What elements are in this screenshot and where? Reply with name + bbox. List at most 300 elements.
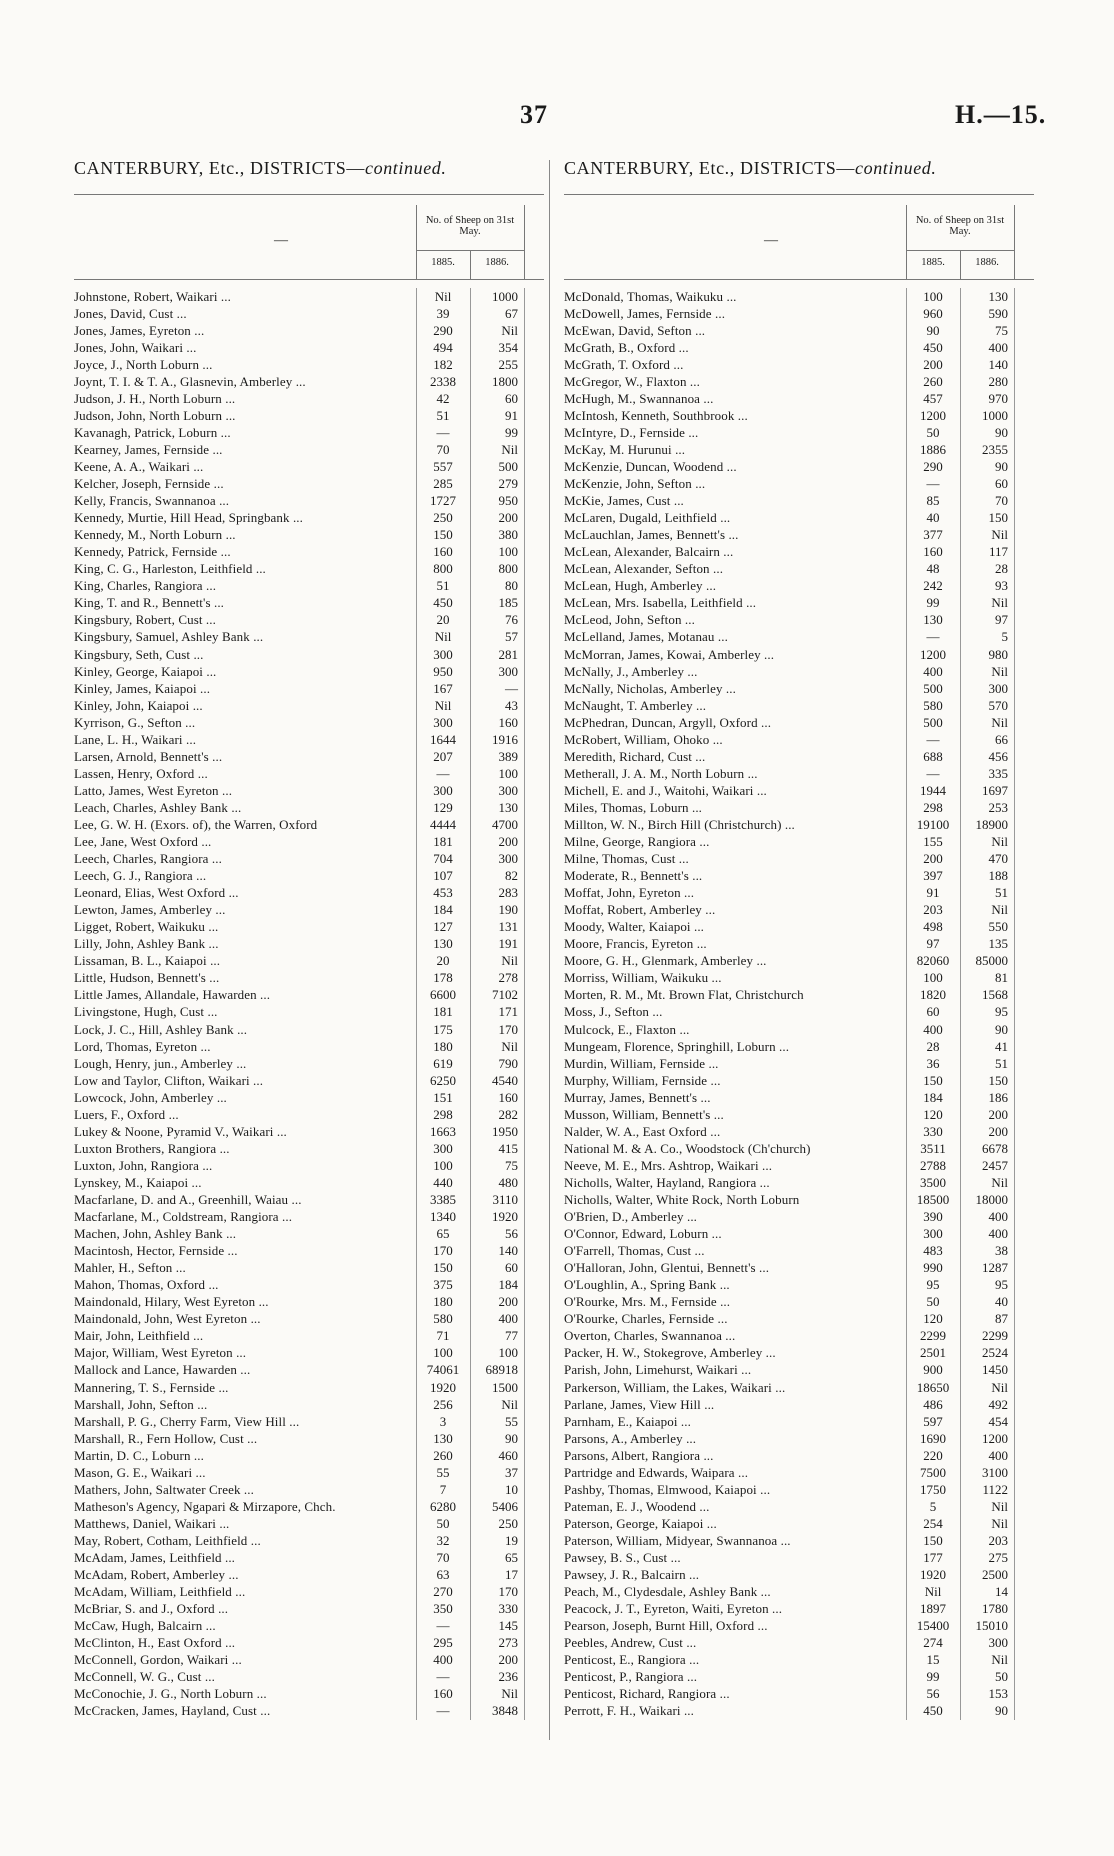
sheep-1885: 85 — [926, 493, 940, 509]
table-row — [74, 953, 544, 970]
table-row — [564, 1260, 1034, 1277]
table-row — [74, 458, 544, 475]
table-row — [564, 714, 1034, 731]
sheep-1886: 2524 — [982, 1345, 1008, 1361]
table-row — [564, 1686, 1034, 1703]
owner-name: McKenzie, Duncan, Woodend ... — [564, 458, 737, 474]
owner-name: May, Robert, Cotham, Leithfield ... — [74, 1532, 261, 1548]
sheep-1886: 200 — [988, 1106, 1008, 1122]
sheep-1886: 1200 — [982, 1430, 1008, 1446]
owner-name: Leech, Charles, Rangiora ... — [74, 851, 222, 867]
sheep-1886: 57 — [505, 629, 518, 645]
table-row — [564, 902, 1034, 919]
owner-name: McNaught, T. Amberley ... — [564, 697, 707, 713]
sheep-1886: 200 — [498, 1652, 518, 1668]
right-table-header — [564, 194, 1034, 280]
sheep-1886: 51 — [995, 885, 1008, 901]
table-row — [564, 1703, 1034, 1720]
table-row — [74, 1294, 544, 1311]
sheep-1885: 298 — [923, 799, 943, 815]
owner-name: McLauchlan, James, Bennett's ... — [564, 527, 739, 543]
table-row — [74, 1669, 544, 1686]
sheep-1886: 950 — [498, 493, 518, 509]
sheep-1886: 100 — [498, 765, 518, 781]
sheep-1885: 1920 — [430, 1379, 456, 1395]
owner-name: McConnell, W. G., Cust ... — [74, 1669, 215, 1685]
sheep-1885: 160 — [433, 544, 453, 560]
table-row — [564, 868, 1034, 885]
owner-name: Luxton, John, Rangiora ... — [74, 1157, 213, 1173]
sheep-1885: 450 — [433, 595, 453, 611]
table-row — [74, 356, 544, 373]
sheep-1886: 400 — [988, 1447, 1008, 1463]
owner-name: Paterson, William, Midyear, Swannanoa ... — [564, 1532, 791, 1548]
sheep-1886: 93 — [995, 578, 1008, 594]
sheep-1886: 281 — [498, 646, 518, 662]
table-row — [74, 1515, 544, 1532]
sheep-1886: 5406 — [492, 1498, 518, 1514]
sheep-1885: 177 — [923, 1549, 943, 1565]
owner-name: Major, William, West Eyreton ... — [74, 1345, 247, 1361]
sheep-1885: 400 — [923, 1021, 943, 1037]
sheep-1886: Nil — [501, 441, 518, 457]
sheep-1886: 300 — [498, 663, 518, 679]
table-row — [564, 1584, 1034, 1601]
owner-name: Lewton, James, Amberley ... — [74, 902, 226, 918]
owner-name: Judson, John, North Loburn ... — [74, 407, 236, 423]
sheep-1886: Nil — [991, 902, 1008, 918]
sheep-1886: 1287 — [982, 1260, 1008, 1276]
sheep-1886: Nil — [991, 527, 1008, 543]
sheep-1886: Nil — [991, 1379, 1008, 1395]
sheep-1886: 150 — [988, 1072, 1008, 1088]
table-row — [564, 1345, 1034, 1362]
table-row — [74, 1089, 544, 1106]
owner-name: Lynskey, M., Kaiapoi ... — [74, 1174, 202, 1190]
table-row — [74, 1362, 544, 1379]
table-row — [564, 970, 1034, 987]
sheep-1885: 90 — [926, 322, 940, 338]
owner-name: Parnham, E., Kaiapoi ... — [564, 1413, 691, 1429]
sheep-1886: 95 — [995, 1277, 1008, 1293]
owner-name: Nicholls, Walter, Hayland, Rangiora ... — [564, 1174, 770, 1190]
sheep-1885: 180 — [433, 1038, 453, 1054]
owner-name: Murray, James, Bennett's ... — [564, 1089, 711, 1105]
owner-name: McKay, M. Hurunui ... — [564, 441, 686, 457]
sheep-1886: 3100 — [982, 1464, 1008, 1480]
sheep-1885: 688 — [923, 748, 943, 764]
sheep-1886: 330 — [498, 1601, 518, 1617]
owner-name: Penticost, E., Rangiora ... — [564, 1652, 700, 1668]
table-row — [564, 816, 1034, 833]
table-row — [564, 1038, 1034, 1055]
sheep-1886: 90 — [995, 424, 1008, 440]
sheep-1885: 5 — [929, 1498, 937, 1514]
owner-name: McLaren, Dugald, Leithfield ... — [564, 510, 731, 526]
owner-name: Jones, James, Eyreton ... — [74, 322, 205, 338]
sheep-1886: 2500 — [982, 1567, 1008, 1583]
sheep-1885: 127 — [433, 919, 453, 935]
sheep-1885: 285 — [433, 476, 453, 492]
sheep-1885: 160 — [433, 1686, 453, 1702]
sheep-1885: 181 — [433, 1004, 453, 1020]
sheep-1886: 140 — [988, 356, 1008, 372]
owner-name: Kingsbury, Robert, Cust ... — [74, 612, 216, 628]
sheep-1886: 1122 — [982, 1481, 1008, 1497]
table-row — [74, 919, 544, 936]
sheep-1885: 42 — [436, 390, 450, 406]
sheep-1886: Nil — [991, 595, 1008, 611]
owner-name: McNally, J., Amberley ... — [564, 663, 698, 679]
sheep-1885: 2501 — [920, 1345, 946, 1361]
sheep-1886: 1568 — [982, 987, 1008, 1003]
sheep-1886: 41 — [995, 1038, 1008, 1054]
sheep-1885: 290 — [433, 322, 453, 338]
owner-name: McGregor, W., Flaxton ... — [564, 373, 700, 389]
table-row — [564, 1277, 1034, 1294]
sheep-1885: 450 — [923, 1703, 943, 1719]
right-title-continued: continued. — [855, 158, 937, 178]
sheep-1885: 494 — [433, 339, 453, 355]
sheep-1886: 171 — [498, 1004, 518, 1020]
sheep-1886: 800 — [498, 561, 518, 577]
table-row — [564, 356, 1034, 373]
sheep-1886: 160 — [498, 1089, 518, 1105]
sheep-1885: 580 — [923, 697, 943, 713]
sheep-1886: 1450 — [982, 1362, 1008, 1378]
sheep-1886: 28 — [995, 561, 1008, 577]
right-title-main: CANTERBURY, Etc., DISTRICTS— — [564, 158, 855, 178]
table-row — [74, 1413, 544, 1430]
table-row — [74, 1038, 544, 1055]
sheep-1886: 70 — [995, 493, 1008, 509]
owner-name: Murdin, William, Fernside ... — [564, 1055, 719, 1071]
sheep-1885: Nil — [434, 697, 452, 713]
sheep-1885: 1663 — [430, 1123, 456, 1139]
owner-name: McEwan, David, Sefton ... — [564, 322, 706, 338]
left-table-body — [74, 288, 544, 1720]
owner-name: McPhedran, Duncan, Argyll, Oxford ... — [564, 714, 772, 730]
sheep-1886: 190 — [498, 902, 518, 918]
sheep-1885: 300 — [433, 714, 453, 730]
sheep-1885: 254 — [923, 1515, 943, 1531]
table-row — [564, 373, 1034, 390]
sheep-1886: 40 — [995, 1294, 1008, 1310]
table-row — [74, 1430, 544, 1447]
table-row — [74, 1277, 544, 1294]
owner-name: McConochie, J. G., North Loburn ... — [74, 1686, 267, 1702]
sheep-1885: 32 — [436, 1532, 450, 1548]
sheep-1886: 203 — [988, 1532, 1008, 1548]
sheep-1885: 71 — [436, 1328, 450, 1344]
table-row — [564, 595, 1034, 612]
owner-name: Penticost, P., Rangiora ... — [564, 1669, 698, 1685]
sheep-1886: 14 — [995, 1584, 1008, 1600]
sheep-1886: 400 — [988, 1226, 1008, 1242]
sheep-1885: 440 — [433, 1174, 453, 1190]
owner-name: Lee, G. W. H. (Exors. of), the Warren, Oxford — [74, 816, 318, 832]
table-row — [564, 1209, 1034, 1226]
sheep-1886: — — [505, 680, 518, 696]
left-table-header — [74, 194, 544, 280]
sheep-1886: Nil — [501, 953, 518, 969]
table-row — [74, 799, 544, 816]
sheep-1885: 900 — [923, 1362, 943, 1378]
sheep-1886: 135 — [988, 936, 1008, 952]
left-title-continued: continued. — [365, 158, 447, 178]
table-row — [564, 322, 1034, 339]
sheep-1886: 60 — [505, 390, 518, 406]
owner-name: Lord, Thomas, Eyreton ... — [74, 1038, 211, 1054]
sheep-1886: 18000 — [975, 1192, 1008, 1207]
owner-name: Judson, J. H., North Loburn ... — [74, 390, 236, 406]
table-row — [564, 953, 1034, 970]
table-row — [564, 1328, 1034, 1345]
sheep-1885: — — [436, 1618, 450, 1634]
owner-name: Lassen, Henry, Oxford ... — [74, 765, 208, 781]
table-row — [564, 1174, 1034, 1191]
table-row — [564, 1123, 1034, 1140]
sheep-1885: 6250 — [430, 1072, 456, 1088]
owner-name: Pateman, E. J., Woodend ... — [564, 1498, 710, 1514]
table-row — [564, 1532, 1034, 1549]
sheep-1886: 3110 — [492, 1192, 518, 1207]
table-row — [74, 1447, 544, 1464]
table-row — [564, 697, 1034, 714]
sheep-1886: 415 — [498, 1140, 518, 1156]
table-row — [564, 1294, 1034, 1311]
sheep-1886: Nil — [991, 1174, 1008, 1190]
table-row — [564, 424, 1034, 441]
sheep-1885: 167 — [433, 680, 453, 696]
sheep-1885: 97 — [926, 936, 940, 952]
sheep-1886: 80 — [505, 578, 518, 594]
table-row — [564, 1362, 1034, 1379]
sheep-1886: 160 — [498, 714, 518, 730]
sheep-1885: 2338 — [430, 373, 456, 389]
sheep-1885: 483 — [923, 1243, 943, 1259]
sheep-1886: 100 — [498, 544, 518, 560]
table-row — [74, 1123, 544, 1140]
sheep-1885: 20 — [436, 953, 450, 969]
sheep-1885: 175 — [433, 1021, 453, 1037]
owner-name: Mahler, H., Sefton ... — [74, 1260, 186, 1276]
table-row — [564, 1055, 1034, 1072]
sheep-1885: 375 — [433, 1277, 453, 1293]
table-row — [564, 1447, 1034, 1464]
owner-name: Macfarlane, D. and A., Greenhill, Waiau ... — [74, 1192, 302, 1207]
sheep-1886: 15010 — [975, 1618, 1008, 1634]
sheep-1885: 7 — [439, 1481, 447, 1497]
sheep-1886: 90 — [995, 1021, 1008, 1037]
sheep-1885: 180 — [433, 1294, 453, 1310]
sheep-1886: 100 — [498, 1345, 518, 1361]
sheep-1886: 117 — [988, 544, 1008, 560]
owner-name: Joyce, J., North Loburn ... — [74, 356, 213, 372]
owner-name: Nicholls, Walter, White Rock, North Loburn — [564, 1192, 800, 1207]
table-row — [564, 851, 1034, 868]
sheep-1885: 82060 — [916, 953, 950, 969]
sheep-1885: 15 — [926, 1652, 940, 1668]
sheep-1886: 300 — [498, 782, 518, 798]
table-row — [564, 1243, 1034, 1260]
owner-name: Lee, Jane, West Oxford ... — [74, 834, 212, 850]
owner-name: Macfarlane, M., Coldstream, Rangiora ... — [74, 1209, 293, 1225]
sheep-1886: 130 — [498, 799, 518, 815]
sheep-1885: 256 — [433, 1396, 453, 1412]
owner-name: Matheson's Agency, Ngapari & Mirzapore, Chch. — [74, 1498, 336, 1514]
owner-name: Kennedy, Murtie, Hill Head, Springbank ... — [74, 510, 304, 526]
table-row — [74, 1464, 544, 1481]
owner-name: Joynt, T. I. & T. A., Glasnevin, Amberley ... — [74, 373, 306, 389]
sheep-1886: 250 — [498, 1515, 518, 1531]
table-row — [74, 1396, 544, 1413]
sheep-1885: 50 — [926, 1294, 940, 1310]
sheep-1886: 790 — [498, 1055, 518, 1071]
table-row — [74, 1532, 544, 1549]
table-row — [564, 441, 1034, 458]
sheep-1886: 4700 — [492, 816, 518, 832]
sheep-1885: — — [436, 765, 450, 781]
sheep-1886: 480 — [498, 1174, 518, 1190]
table-row — [564, 799, 1034, 816]
owner-name: Partridge and Edwards, Waipara ... — [564, 1464, 749, 1480]
sheep-1885: 1886 — [920, 441, 946, 457]
table-row — [564, 1618, 1034, 1635]
owner-name: Murphy, William, Fernside ... — [564, 1072, 721, 1088]
sheep-1886: 85000 — [975, 953, 1008, 969]
owner-name: O'Farrell, Thomas, Cust ... — [564, 1243, 705, 1259]
owner-name: Mair, John, Leithfield ... — [74, 1328, 204, 1344]
sheep-1885: 3385 — [430, 1192, 456, 1207]
sheep-1886: 1500 — [492, 1379, 518, 1395]
sheep-1885: 6280 — [430, 1498, 456, 1514]
table-row — [564, 458, 1034, 475]
sheep-1886: 1000 — [982, 407, 1008, 423]
left-column — [74, 158, 544, 1720]
table-row — [564, 407, 1034, 424]
sheep-1885: 207 — [433, 748, 453, 764]
left-year-1885-header: 1885. — [431, 257, 455, 268]
sheep-1886: 400 — [988, 1209, 1008, 1225]
sheep-1886: 18900 — [975, 816, 1008, 832]
table-row — [564, 1549, 1034, 1566]
table-row — [74, 1243, 544, 1260]
sheep-1886: 492 — [988, 1396, 1008, 1412]
sheep-1886: 43 — [505, 697, 518, 713]
sheep-1885: 800 — [433, 561, 453, 577]
sheep-1885: 704 — [433, 851, 453, 867]
sheep-1886: 300 — [498, 851, 518, 867]
owner-name: Kearney, James, Fernside ... — [74, 441, 223, 457]
sheep-1886: 335 — [988, 765, 1008, 781]
table-row — [74, 782, 544, 799]
owner-name: McKie, James, Cust ... — [564, 493, 684, 509]
owner-name: McKenzie, John, Sefton ... — [564, 476, 706, 492]
table-row — [74, 612, 544, 629]
table-row — [74, 868, 544, 885]
owner-name: Parish, John, Limehurst, Waikari ... — [564, 1362, 752, 1378]
owner-name: Peacock, J. T., Eyreton, Waiti, Eyreton ... — [564, 1601, 783, 1617]
left-sheep-count-header: No. of Sheep on 31st May. — [425, 215, 515, 237]
owner-name: McCaw, Hugh, Balcairn ... — [74, 1618, 216, 1634]
sheep-1885: 150 — [433, 1260, 453, 1276]
owner-name: Lissaman, B. L., Kaiapoi ... — [74, 953, 221, 969]
sheep-1886: 82 — [505, 868, 518, 884]
sheep-1886: 90 — [995, 458, 1008, 474]
sheep-1885: 1644 — [430, 731, 456, 747]
owner-name: Neeve, M. E., Mrs. Ashtrop, Waikari ... — [564, 1157, 773, 1173]
sheep-1886: 1916 — [492, 731, 518, 747]
owner-name: Moore, G. H., Glenmark, Amberley ... — [564, 953, 767, 969]
table-row — [564, 1430, 1034, 1447]
sheep-1885: 184 — [433, 902, 453, 918]
sheep-1886: 200 — [498, 834, 518, 850]
owner-name: Parsons, A., Amberley ... — [564, 1430, 697, 1446]
table-row — [74, 322, 544, 339]
table-row — [564, 782, 1034, 799]
sheep-1885: 39 — [436, 305, 450, 321]
sheep-1886: 186 — [988, 1089, 1008, 1105]
owner-name: Musson, William, Bennett's ... — [564, 1106, 724, 1122]
table-row — [74, 1601, 544, 1618]
sheep-1886: 3848 — [492, 1703, 518, 1719]
table-row — [564, 1601, 1034, 1618]
sheep-1885: 486 — [923, 1396, 943, 1412]
sheep-1886: 90 — [995, 1703, 1008, 1719]
owner-name: Maindonald, Hilary, West Eyreton ... — [74, 1294, 269, 1310]
sheep-1886: 1697 — [982, 782, 1008, 798]
report-code: H.—15. — [955, 100, 1047, 129]
sheep-1885: 20 — [436, 612, 450, 628]
table-row — [564, 1635, 1034, 1652]
sheep-1885: 36 — [926, 1055, 940, 1071]
table-row — [74, 680, 544, 697]
table-row — [74, 339, 544, 356]
sheep-1885: 3500 — [920, 1174, 946, 1190]
sheep-1885: 295 — [433, 1635, 453, 1651]
table-row — [74, 1174, 544, 1191]
table-row — [74, 902, 544, 919]
owner-name: Lock, J. C., Hill, Ashley Bank ... — [74, 1021, 248, 1037]
table-row — [74, 885, 544, 902]
sheep-1886: 185 — [498, 595, 518, 611]
sheep-1885: 184 — [923, 1089, 943, 1105]
sheep-1886: 6678 — [982, 1140, 1008, 1156]
table-row — [564, 987, 1034, 1004]
table-row — [74, 1106, 544, 1123]
sheep-1886: 38 — [995, 1243, 1008, 1259]
owner-name: Morriss, William, Waikuku ... — [564, 970, 722, 986]
sheep-1886: 75 — [505, 1157, 518, 1173]
sheep-1885: 1200 — [920, 407, 946, 423]
owner-name: Larsen, Arnold, Bennett's ... — [74, 748, 223, 764]
sheep-1885: 557 — [433, 458, 453, 474]
owner-name: McAdam, James, Leithfield ... — [74, 1549, 236, 1565]
sheep-1885: 60 — [926, 1004, 940, 1020]
sheep-1885: Nil — [434, 288, 452, 304]
owner-name: Luers, F., Oxford ... — [74, 1106, 179, 1122]
sheep-1885: 2299 — [920, 1328, 946, 1344]
table-row — [564, 1464, 1034, 1481]
owner-name: Lowcock, John, Amberley ... — [74, 1089, 227, 1105]
owner-name: O'Connor, Edward, Loburn ... — [564, 1226, 722, 1242]
sheep-1885: 400 — [433, 1652, 453, 1668]
owner-name: Leech, G. J., Rangiora ... — [74, 868, 207, 884]
sheep-1886: 77 — [505, 1328, 518, 1344]
sheep-1885: 100 — [433, 1157, 453, 1173]
right-column-title — [564, 158, 1034, 179]
